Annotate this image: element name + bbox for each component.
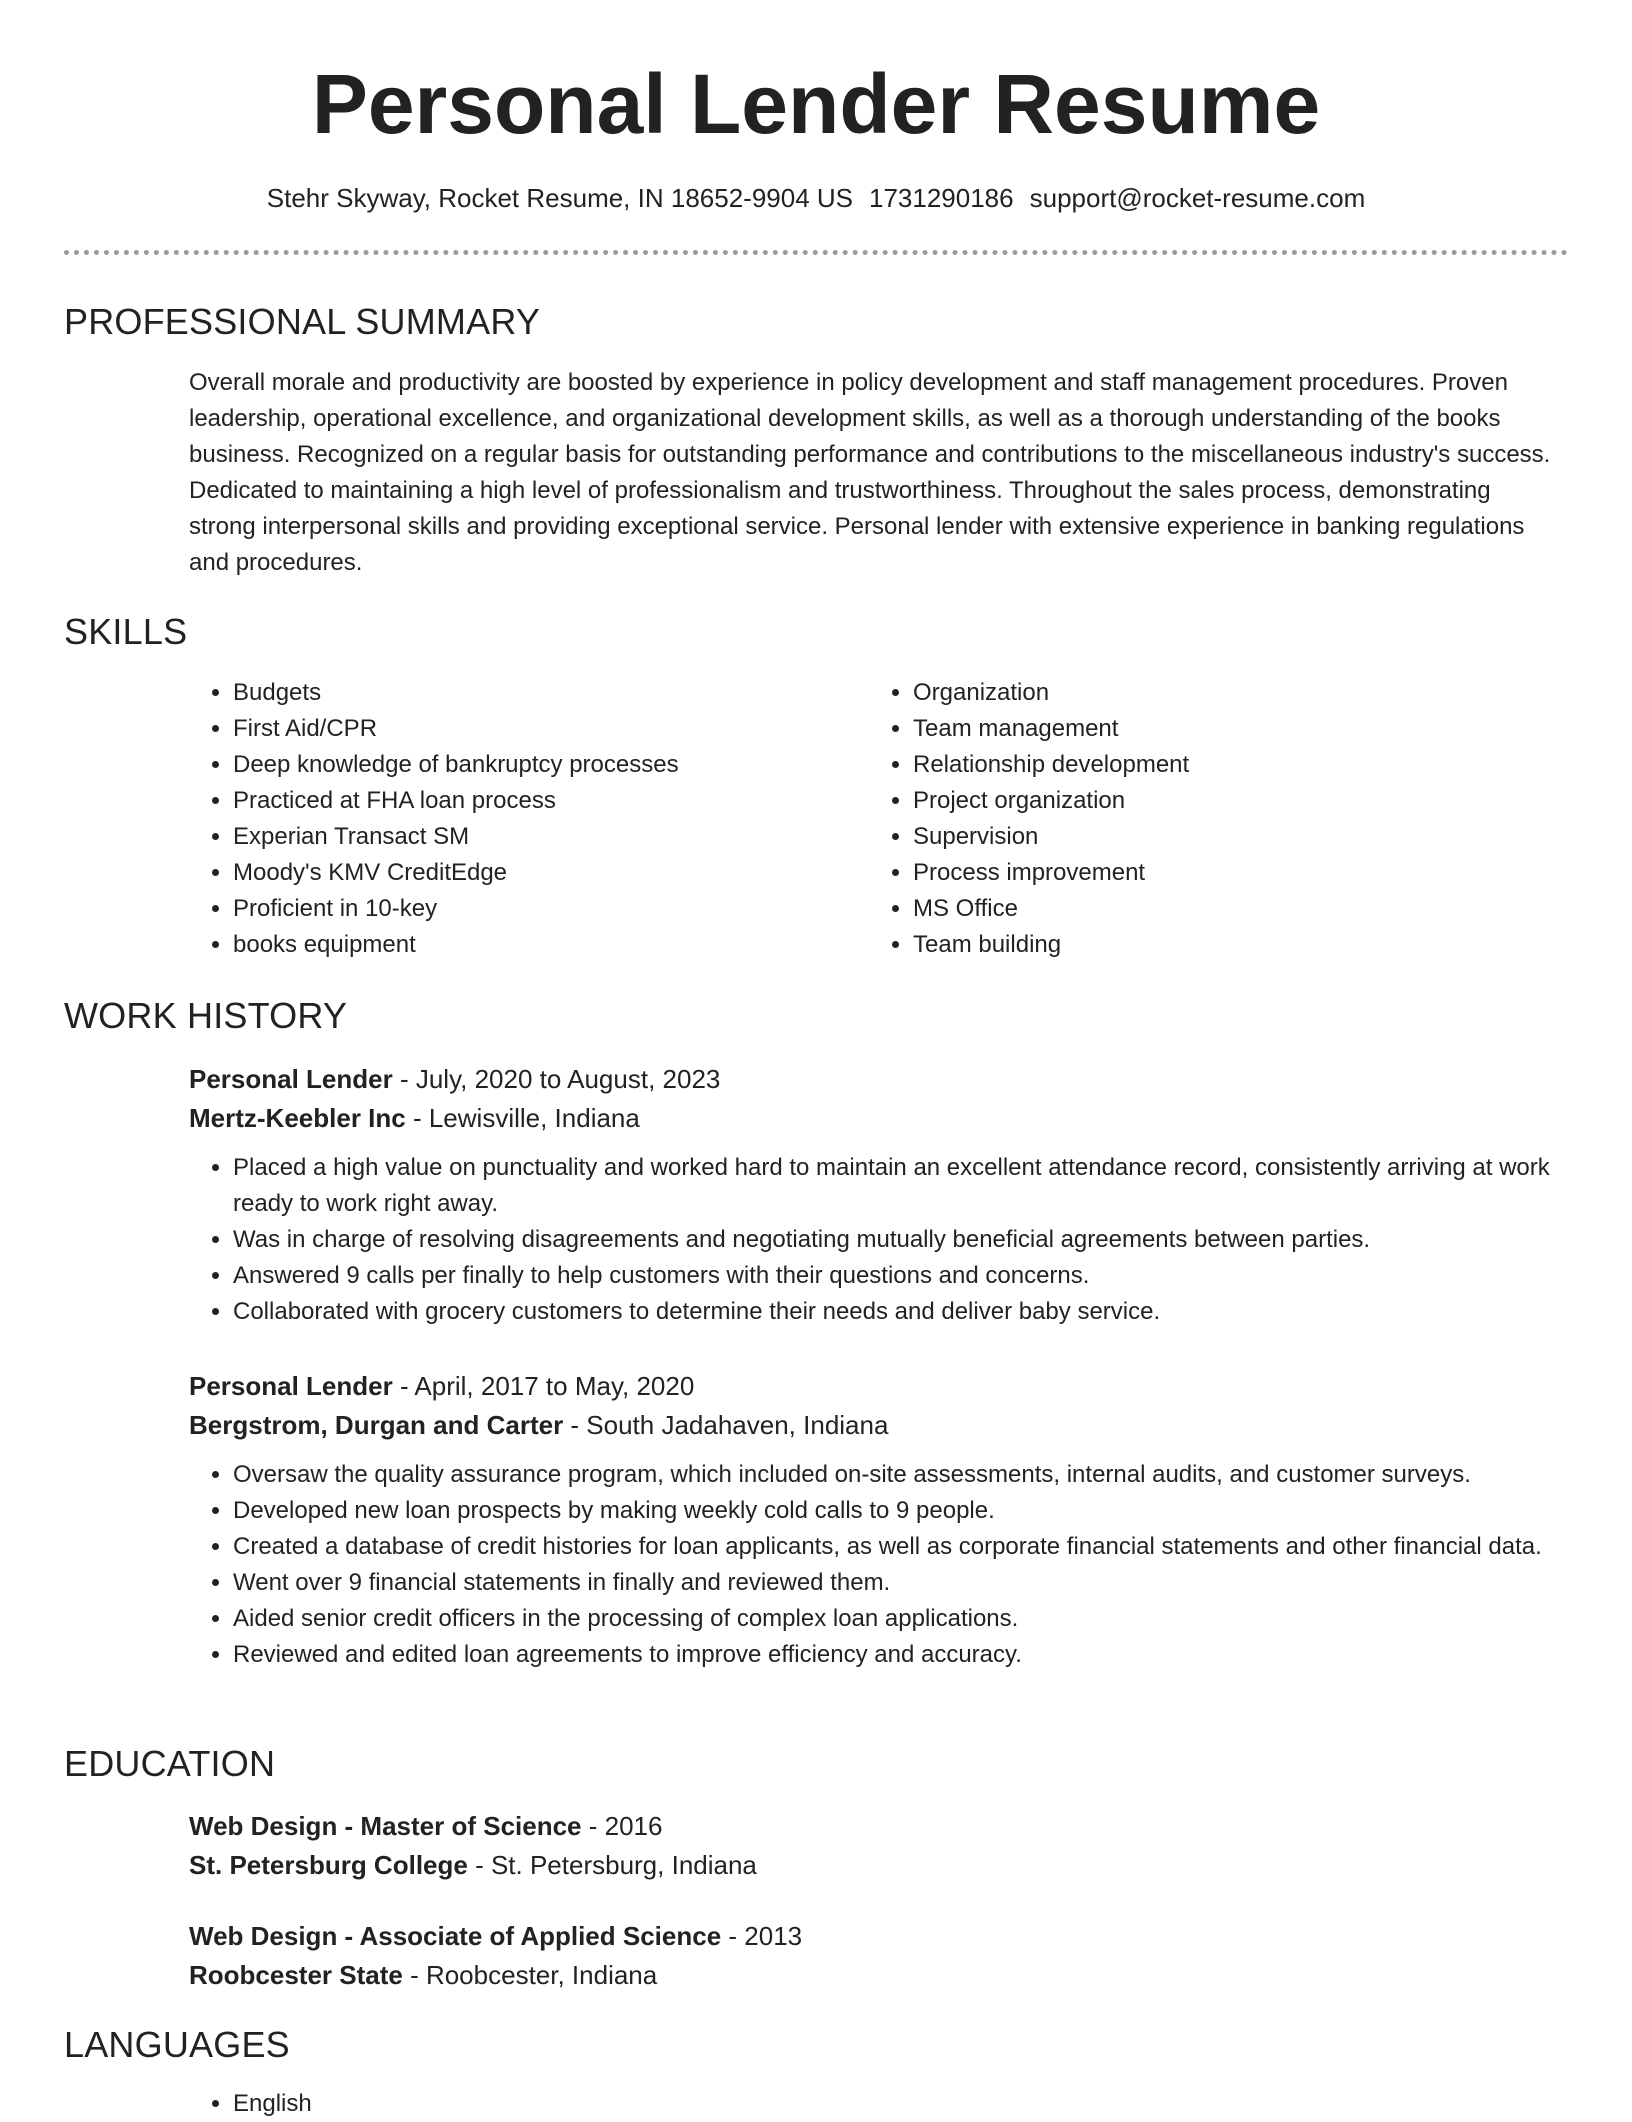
job-bullet-list <box>189 1150 1554 1330</box>
summary-section <box>189 365 1554 581</box>
section-title-skills: SKILLS <box>64 611 188 652</box>
education-degree-line <box>189 1807 1554 1846</box>
skill-item: • books equipment <box>233 927 829 963</box>
section-title-education: EDUCATION <box>64 1743 276 1784</box>
summary-text: Overall morale and productivity are boosted by experience in policy development and staff management procedures. Proven leadership, operational excellence, and organizational development skills, as well as a thorough understanding of the books business. Recognized on a regular basis for outstanding performance and contributions to the miscellaneous industry's success. Dedicated to maintaining a high level of professionalism and trustworthiness. Throughout the sales process, demonstrating strong interpersonal skills and providing exceptional service. Personal lender with extensive experience in banking regulations and procedures. <box>189 369 1551 576</box>
education-degree: Web Design - Master of Science <box>189 1811 582 1841</box>
job-bullet: • Oversaw the quality assurance program, which included on-site assessments, internal audits, and customer surveys. <box>233 1457 1554 1493</box>
education-location: - Roobcester, Indiana <box>402 1960 658 1990</box>
job-entry <box>189 1367 1554 1673</box>
skill-item: • Proficient in 10-key <box>233 891 829 927</box>
job-bullet: • Went over 9 financial statements in finally and reviewed them. <box>233 1565 1554 1601</box>
skill-item: • Team management <box>913 711 1509 747</box>
skill-item: • Moody's KMV CreditEdge <box>233 855 829 891</box>
skill-item: • Supervision <box>913 819 1509 855</box>
section-title-work: WORK HISTORY <box>64 995 348 1036</box>
job-bullet: • Placed a high value on punctuality and worked hard to maintain an excellent attendance record, consistently arriving at work ready to work right away. <box>233 1150 1554 1222</box>
skill-item: • Team building <box>913 927 1509 963</box>
languages-list <box>189 2086 1554 2122</box>
job-bullet: • Aided senior credit officers in the processing of complex loan applications. <box>233 1601 1554 1637</box>
languages-section <box>189 2086 1554 2122</box>
contact-phone: 1731290186 <box>869 183 1014 213</box>
education-location: - St. Petersburg, Indiana <box>467 1850 757 1880</box>
job-role: Personal Lender <box>189 1371 393 1401</box>
skill-item: • Project organization <box>913 783 1509 819</box>
job-location: - South Jadahaven, Indiana <box>563 1410 889 1440</box>
skill-item: • Relationship development <box>913 747 1509 783</box>
job-bullet: • Was in charge of resolving disagreements and negotiating mutually beneficial agreements between parties. <box>233 1222 1554 1258</box>
skill-item: • Process improvement <box>913 855 1509 891</box>
education-year: - 2016 <box>581 1811 663 1841</box>
section-title-summary: PROFESSIONAL SUMMARY <box>64 301 541 342</box>
job-company-line <box>189 1099 1554 1138</box>
skill-item: • Experian Transact SM <box>233 819 829 855</box>
contact-address: Stehr Skyway, Rocket Resume, IN 18652-9904 US <box>266 183 853 213</box>
skill-item: • Practiced at FHA loan process <box>233 783 829 819</box>
job-bullet-list <box>189 1457 1554 1673</box>
language-item: • English <box>233 2086 1554 2122</box>
education-entry <box>189 1917 1554 1995</box>
skill-item: • MS Office <box>913 891 1509 927</box>
job-bullet: • Answered 9 calls per finally to help customers with their questions and concerns. <box>233 1258 1554 1294</box>
education-degree-line <box>189 1917 1554 1956</box>
skills-list-left <box>189 675 829 963</box>
education-year: - 2013 <box>721 1921 803 1951</box>
header-divider <box>64 250 1568 255</box>
job-entry <box>189 1060 1554 1330</box>
job-bullet: • Created a database of credit histories for loan applicants, as well as corporate financial statements and other financial data. <box>233 1529 1554 1565</box>
education-school: Roobcester State <box>189 1960 403 1990</box>
education-entry <box>189 1807 1554 1885</box>
education-school-line <box>189 1846 1554 1885</box>
job-location: - Lewisville, Indiana <box>405 1103 640 1133</box>
education-school: St. Petersburg College <box>189 1850 468 1880</box>
job-title-line <box>189 1367 1554 1406</box>
job-bullet: • Reviewed and edited loan agreements to improve efficiency and accuracy. <box>233 1637 1554 1673</box>
job-company: Mertz-Keebler Inc <box>189 1103 406 1133</box>
job-title-line <box>189 1060 1554 1099</box>
contact-line <box>0 181 1632 215</box>
job-company: Bergstrom, Durgan and Carter <box>189 1410 564 1440</box>
skills-column-left <box>189 675 829 963</box>
education-school-line <box>189 1956 1554 1995</box>
contact-email: support@rocket-resume.com <box>1029 183 1366 213</box>
resume-title: Personal Lender Resume <box>311 57 1321 151</box>
skill-item: • Budgets <box>233 675 829 711</box>
section-title-languages: LANGUAGES <box>64 2024 290 2065</box>
job-dates: - April, 2017 to May, 2020 <box>392 1371 695 1401</box>
skills-list-right <box>869 675 1509 963</box>
skill-item: • Organization <box>913 675 1509 711</box>
job-role: Personal Lender <box>189 1064 393 1094</box>
education-degree: Web Design - Associate of Applied Science <box>189 1921 722 1951</box>
job-dates: - July, 2020 to August, 2023 <box>392 1064 721 1094</box>
job-bullet: • Developed new loan prospects by making weekly cold calls to 9 people. <box>233 1493 1554 1529</box>
job-bullet: • Collaborated with grocery customers to determine their needs and deliver baby service. <box>233 1294 1554 1330</box>
skill-item: • First Aid/CPR <box>233 711 829 747</box>
skills-column-right <box>869 675 1509 963</box>
skill-item: • Deep knowledge of bankruptcy processes <box>233 747 829 783</box>
job-company-line <box>189 1406 1554 1445</box>
